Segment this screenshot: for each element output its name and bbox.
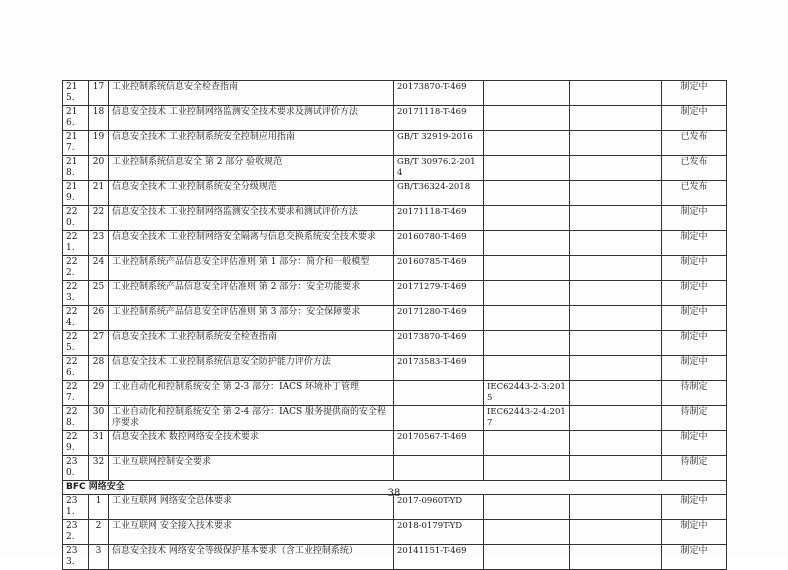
standard-name: 工业控制系统信息安全检查指南 — [109, 81, 394, 106]
international-standard — [484, 181, 570, 206]
standard-name: 工业互联网 网络安全总体要求 — [109, 495, 394, 520]
row-number: 25 — [89, 281, 109, 306]
row-index: 232. — [63, 520, 89, 545]
international-standard — [484, 356, 570, 381]
extra-cell — [570, 256, 662, 281]
row-index: 229. — [63, 431, 89, 456]
page-number: 38 — [387, 488, 401, 499]
row-index: 226. — [63, 356, 89, 381]
table-row — [63, 406, 727, 431]
standard-name: 工业互联网控制安全要求 — [109, 456, 394, 481]
row-number: 24 — [89, 256, 109, 281]
standard-name: 工业控制系统信息安全 第 2 部分 验收规范 — [109, 156, 394, 181]
plan-number: 20171279-T-469 — [394, 281, 484, 306]
row-number: 1 — [89, 495, 109, 520]
row-number: 22 — [89, 206, 109, 231]
extra-cell — [570, 431, 662, 456]
plan-number — [394, 456, 484, 481]
row-index: 216. — [63, 106, 89, 131]
section-heading: BFC 网络安全 — [63, 481, 727, 495]
standard-name: 工业自动化和控制系统安全 第 2-4 部分：IACS 服务提供商的安全程序要求 — [109, 406, 394, 431]
standard-name: 工业控制系统产品信息安全评估准则 第 1 部分：简介和一般模型 — [109, 256, 394, 281]
plan-number: 20171118-T-469 — [394, 106, 484, 131]
row-index: 223. — [63, 281, 89, 306]
status-cell: 制定中 — [662, 206, 727, 231]
extra-cell — [570, 545, 662, 570]
status-cell: 制定中 — [662, 231, 727, 256]
status-cell: 制定中 — [662, 545, 727, 570]
extra-cell — [570, 456, 662, 481]
standard-name: 工业自动化和控制系统安全 第 2-3 部分：IACS 环境补丁管理 — [109, 381, 394, 406]
row-index: 218. — [63, 156, 89, 181]
table-body-bottom — [63, 495, 727, 570]
row-number: 20 — [89, 156, 109, 181]
extra-cell — [570, 131, 662, 156]
extra-cell — [570, 106, 662, 131]
international-standard — [484, 520, 570, 545]
row-index: 219. — [63, 181, 89, 206]
international-standard: IEC62443-2-4:2017 — [484, 406, 570, 431]
row-number: 26 — [89, 306, 109, 331]
row-number: 3 — [89, 545, 109, 570]
row-index: 222. — [63, 256, 89, 281]
status-cell: 待制定 — [662, 381, 727, 406]
table-row — [63, 306, 727, 331]
row-index: 220. — [63, 206, 89, 231]
plan-number: GB/T 30976.2-2014 — [394, 156, 484, 181]
table-row — [63, 356, 727, 381]
row-number: 29 — [89, 381, 109, 406]
standard-name: 信息安全技术 工业控制网络安全隔离与信息交换系统安全技术要求 — [109, 231, 394, 256]
plan-number: 20173583-T-469 — [394, 356, 484, 381]
table-row — [63, 431, 727, 456]
table-body-top — [63, 81, 727, 481]
table-row — [63, 81, 727, 106]
international-standard — [484, 456, 570, 481]
plan-number: 20173870-T-469 — [394, 81, 484, 106]
row-index: 231. — [63, 495, 89, 520]
table-row — [63, 231, 727, 256]
standard-name: 信息安全技术 工业控制网络监测安全技术要求和测试评价方法 — [109, 206, 394, 231]
table-row — [63, 131, 727, 156]
row-number: 30 — [89, 406, 109, 431]
extra-cell — [570, 281, 662, 306]
extra-cell — [570, 81, 662, 106]
status-cell: 制定中 — [662, 356, 727, 381]
extra-cell — [570, 331, 662, 356]
row-index: 217. — [63, 131, 89, 156]
international-standard — [484, 106, 570, 131]
extra-cell — [570, 306, 662, 331]
table-row — [63, 281, 727, 306]
table-row — [63, 331, 727, 356]
standard-name: 工业互联网 安全接入技术要求 — [109, 520, 394, 545]
row-number: 27 — [89, 331, 109, 356]
status-cell: 制定中 — [662, 306, 727, 331]
row-index: 228. — [63, 406, 89, 431]
plan-number: GB/T36324-2018 — [394, 181, 484, 206]
international-standard — [484, 256, 570, 281]
standard-name: 信息安全技术 工业控制系统安全检查指南 — [109, 331, 394, 356]
extra-cell — [570, 206, 662, 231]
status-cell: 待制定 — [662, 456, 727, 481]
table-row — [63, 256, 727, 281]
international-standard — [484, 281, 570, 306]
international-standard — [484, 231, 570, 256]
plan-number: 20171118-T-469 — [394, 206, 484, 231]
status-cell: 制定中 — [662, 256, 727, 281]
row-index: 221. — [63, 231, 89, 256]
international-standard — [484, 331, 570, 356]
row-number: 32 — [89, 456, 109, 481]
table-row — [63, 456, 727, 481]
table-row — [63, 545, 727, 570]
plan-number: 20171280-T-469 — [394, 306, 484, 331]
row-index: 230. — [63, 456, 89, 481]
status-cell: 待制定 — [662, 406, 727, 431]
standard-name: 工业控制系统产品信息安全评估准则 第 2 部分：安全功能要求 — [109, 281, 394, 306]
status-cell: 制定中 — [662, 106, 727, 131]
standard-name: 信息安全技术 网络安全等级保护基本要求（含工业控制系统） — [109, 545, 394, 570]
extra-cell — [570, 231, 662, 256]
status-cell: 制定中 — [662, 331, 727, 356]
row-number: 23 — [89, 231, 109, 256]
extra-cell — [570, 520, 662, 545]
status-cell: 已发布 — [662, 156, 727, 181]
extra-cell — [570, 381, 662, 406]
status-cell: 已发布 — [662, 131, 727, 156]
table-row — [63, 156, 727, 181]
international-standard — [484, 81, 570, 106]
standard-name: 信息安全技术 工业控制系统信息安全防护能力评价方法 — [109, 356, 394, 381]
international-standard — [484, 156, 570, 181]
row-number: 17 — [89, 81, 109, 106]
plan-number: 20141151-T-469 — [394, 545, 484, 570]
standard-name: 信息安全技术 工业控制系统安全控制应用指南 — [109, 131, 394, 156]
row-number: 21 — [89, 181, 109, 206]
international-standard — [484, 431, 570, 456]
standard-name: 信息安全技术 工业控制网络监测安全技术要求及测试评价方法 — [109, 106, 394, 131]
plan-number — [394, 381, 484, 406]
standard-name: 工业控制系统产品信息安全评估准则 第 3 部分：安全保障要求 — [109, 306, 394, 331]
international-standard — [484, 131, 570, 156]
status-cell: 已发布 — [662, 181, 727, 206]
standard-name: 信息安全技术 数控网络安全技术要求 — [109, 431, 394, 456]
table-row — [63, 206, 727, 231]
extra-cell — [570, 406, 662, 431]
plan-number: 20160785-T-469 — [394, 256, 484, 281]
plan-number: 2017-0960T-YD — [394, 495, 484, 520]
row-index: 233. — [63, 545, 89, 570]
row-number: 28 — [89, 356, 109, 381]
international-standard — [484, 306, 570, 331]
plan-number: 20160780-T-469 — [394, 231, 484, 256]
standard-name: 信息安全技术 工业控制系统安全分级规范 — [109, 181, 394, 206]
international-standard — [484, 206, 570, 231]
international-standard — [484, 545, 570, 570]
table-row — [63, 106, 727, 131]
plan-number: 20173870-T-469 — [394, 331, 484, 356]
table-row — [63, 181, 727, 206]
extra-cell — [570, 181, 662, 206]
row-index: 227. — [63, 381, 89, 406]
table-row — [63, 520, 727, 545]
extra-cell — [570, 356, 662, 381]
row-number: 2 — [89, 520, 109, 545]
plan-number: 20170567-T-469 — [394, 431, 484, 456]
row-index: 215. — [63, 81, 89, 106]
status-cell: 制定中 — [662, 431, 727, 456]
plan-number: 2018-0179T-YD — [394, 520, 484, 545]
status-cell: 制定中 — [662, 520, 727, 545]
status-cell: 制定中 — [662, 495, 727, 520]
status-cell: 制定中 — [662, 281, 727, 306]
table-row — [63, 381, 727, 406]
status-cell: 制定中 — [662, 81, 727, 106]
international-standard: IEC62443-2-3:2015 — [484, 381, 570, 406]
row-number: 19 — [89, 131, 109, 156]
extra-cell — [570, 156, 662, 181]
plan-number: GB/T 32919-2016 — [394, 131, 484, 156]
row-index: 225. — [63, 331, 89, 356]
row-index: 224. — [63, 306, 89, 331]
row-number: 18 — [89, 106, 109, 131]
row-number: 31 — [89, 431, 109, 456]
plan-number — [394, 406, 484, 431]
